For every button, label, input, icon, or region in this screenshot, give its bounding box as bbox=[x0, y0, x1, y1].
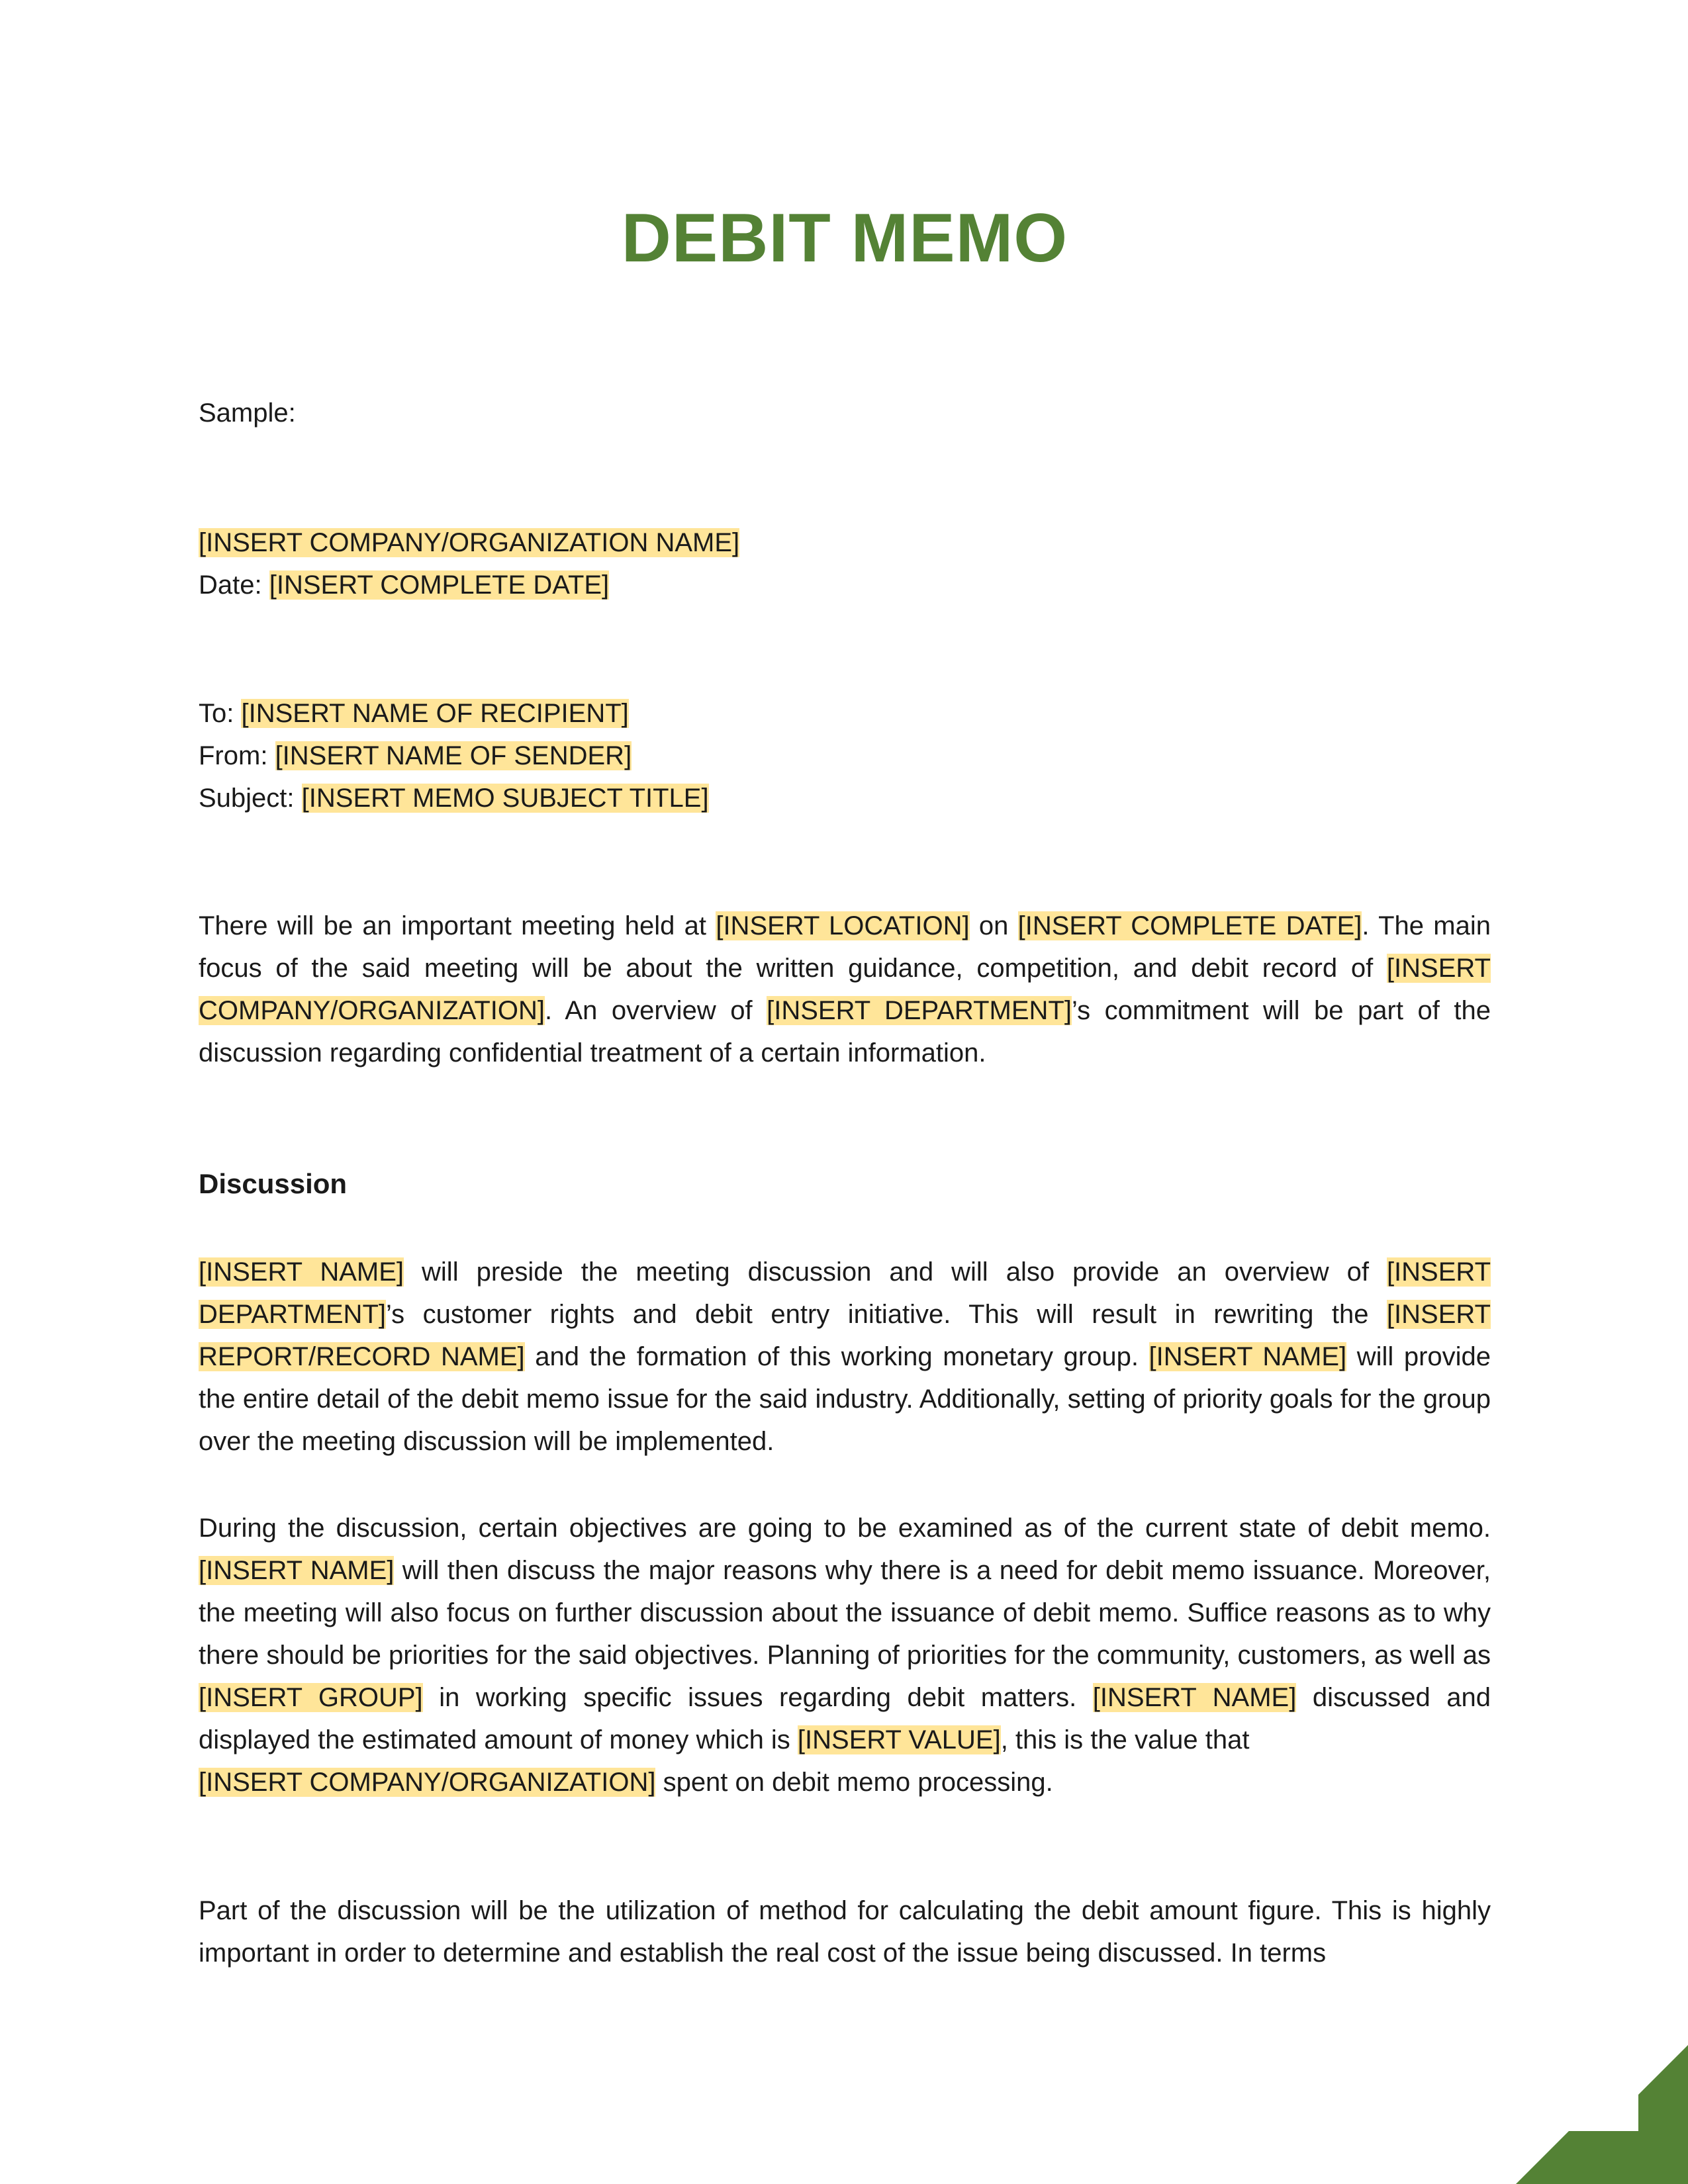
to-line bbox=[199, 692, 1491, 735]
subject-label: Subject: bbox=[199, 784, 295, 813]
from-placeholder[interactable]: [INSERT NAME OF SENDER] bbox=[275, 741, 632, 770]
name-placeholder[interactable]: [INSERT NAME] bbox=[199, 1257, 404, 1287]
subject-line bbox=[199, 777, 1491, 819]
corner-decoration bbox=[1516, 2012, 1688, 2184]
paragraph-text: and the formation of this working monetary group. bbox=[524, 1342, 1149, 1371]
document-page bbox=[199, 0, 1491, 2184]
from-label: From: bbox=[199, 741, 268, 770]
intro-text: . An overview of bbox=[545, 996, 767, 1025]
name-placeholder[interactable]: [INSERT NAME] bbox=[199, 1556, 395, 1585]
organization-placeholder[interactable]: [INSERT COMPANY/ORGANIZATION] bbox=[199, 954, 1491, 1025]
intro-text: There will be an important meeting held at bbox=[199, 911, 716, 940]
value-placeholder[interactable]: [INSERT VALUE] bbox=[797, 1725, 1001, 1754]
report-record-placeholder[interactable]: [INSERT REPORT/RECORD NAME] bbox=[199, 1300, 1491, 1371]
from-line bbox=[199, 735, 1491, 777]
subject-placeholder[interactable]: [INSERT MEMO SUBJECT TITLE] bbox=[301, 784, 709, 813]
date-placeholder[interactable]: [INSERT COMPLETE DATE] bbox=[269, 570, 610, 600]
intro-text: ’s commitment will be part of the discussion regarding confidential treatment of a certain information. bbox=[199, 996, 1491, 1068]
date-line bbox=[199, 564, 1491, 606]
paragraph-text: ’s customer rights and debit entry initiative. This will result in rewriting the bbox=[386, 1300, 1387, 1329]
department-placeholder[interactable]: [INSERT DEPARTMENT] bbox=[767, 996, 1072, 1025]
organization-placeholder[interactable]: [INSERT COMPANY/ORGANIZATION] bbox=[199, 1768, 656, 1797]
paragraph-text: in working specific issues regarding debit matters. bbox=[422, 1683, 1093, 1712]
paragraph-text: During the discussion, certain objectives are going to be examined as of the current state of debit memo. bbox=[199, 1514, 1491, 1543]
paragraph-text: , this is the value that bbox=[1000, 1725, 1250, 1754]
paragraph-text: will then discuss the major reasons why there is a need for debit memo issuance. Moreover, the meeting will also focus on further discussion about the issuance of debit memo. Suffice reasons as to why there should be priorities for the said objectives. Planning of priorities for the community, customers, as well as bbox=[199, 1556, 1491, 1670]
group-placeholder[interactable]: [INSERT GROUP] bbox=[199, 1683, 423, 1712]
meeting-date-placeholder[interactable]: [INSERT COMPLETE DATE] bbox=[1017, 911, 1362, 940]
discussion-heading: Discussion bbox=[199, 1168, 348, 1199]
to-placeholder[interactable]: [INSERT NAME OF RECIPIENT] bbox=[241, 699, 629, 728]
name-placeholder[interactable]: [INSERT NAME] bbox=[1149, 1342, 1347, 1371]
intro-text: on bbox=[969, 911, 1018, 940]
header-block bbox=[199, 522, 1491, 606]
document-title: DEBIT MEMO bbox=[621, 200, 1068, 277]
routing-block bbox=[199, 692, 1491, 819]
company-placeholder[interactable]: [INSERT COMPANY/ORGANIZATION NAME] bbox=[199, 528, 740, 557]
date-label: Date: bbox=[199, 570, 262, 600]
paragraph-text: discussed and displayed the estimated amount of money which is bbox=[199, 1683, 1491, 1754]
sample-label: Sample: bbox=[199, 398, 296, 428]
paragraph-text: will provide the entire detail of the debit memo issue for the said industry. Additionally, setting of priority goals for the group over the meeting discussion will be implemented. bbox=[199, 1342, 1491, 1456]
company-line bbox=[199, 522, 1491, 564]
name-placeholder[interactable]: [INSERT NAME] bbox=[1092, 1683, 1297, 1712]
paragraph-text: spent on debit memo processing. bbox=[655, 1768, 1053, 1797]
discussion-paragraph-1 bbox=[199, 1251, 1491, 1463]
intro-paragraph bbox=[199, 905, 1491, 1074]
department-placeholder[interactable]: [INSERT DEPARTMENT] bbox=[199, 1257, 1491, 1329]
location-placeholder[interactable]: [INSERT LOCATION] bbox=[716, 911, 970, 940]
to-label: To: bbox=[199, 699, 234, 728]
discussion-paragraph-3: Part of the discussion will be the utilization of method for calculating the debit amount figure. This is highly important in order to determine and establish the real cost of the issue being discussed. In terms bbox=[199, 1896, 1491, 1968]
paragraph-text: will preside the meeting discussion and will also provide an overview of bbox=[404, 1257, 1387, 1287]
intro-text: . The main focus of the said meeting will be about the written guidance, competition, and debit record of bbox=[199, 911, 1491, 983]
discussion-paragraph-2 bbox=[199, 1507, 1491, 1803]
corner-shape bbox=[1516, 2045, 1688, 2184]
